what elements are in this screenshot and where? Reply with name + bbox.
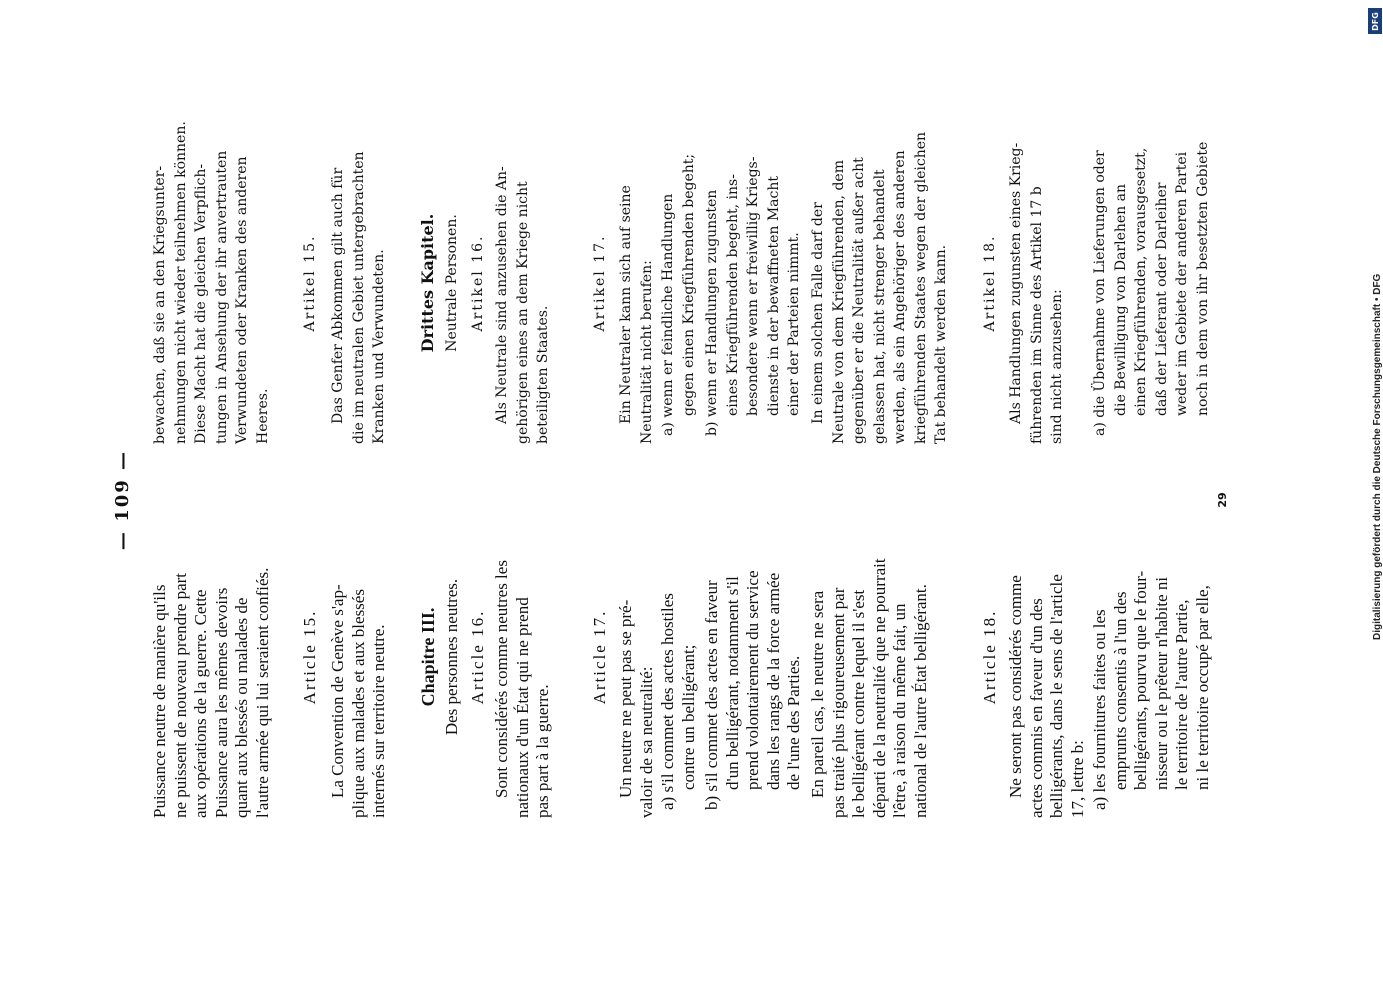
text-line: 17, lettre b: [1067, 740, 1087, 818]
text-line: d'un belligérant, notamment s'il [722, 576, 742, 790]
text-line: ne puissent de nouveau prendre part [170, 573, 190, 818]
fr-article-17-title: Article 17. [590, 609, 609, 705]
text-line: a) die Übernahme von Lieferungen oder [1092, 150, 1108, 436]
text-line: weder im Gebiete der anderen Partei [1174, 151, 1190, 416]
text-line: Neutralität nicht berufen: [638, 260, 655, 444]
text-line: prend volontairement du service [743, 570, 762, 790]
text-line: Ein Neutraler kann sich auf seine [618, 185, 634, 424]
text-line: die im neutralen Gebiet untergebrachten [350, 151, 367, 444]
text-line: Als Neutrale sind anzusehen die An- [494, 166, 510, 424]
text-line: dans les rangs de la force armée [763, 572, 783, 790]
text-line: a) s'il commet des actes hostiles [658, 593, 677, 810]
text-line: pas traité plus rigoureusement par [828, 587, 848, 818]
de-chapter-subtitle: Neutrale Personen. [444, 214, 460, 352]
text-line: gelassen hat, nicht strenger behandelt [871, 169, 888, 444]
text-line: Puissance neutre de manière qu'ils [150, 584, 169, 818]
text-line: pas part à la guerre. [533, 684, 552, 818]
fr-article-17-a [658, 496, 699, 818]
text-line: führenden im Sinne des Artikel 17 b [1028, 186, 1045, 444]
text-line: a) wenn er feindliche Handlungen [660, 193, 676, 436]
de-article-18-text [1006, 122, 1068, 444]
text-line: Sont considérés comme neutres les [492, 560, 511, 798]
text-line: valoir de sa neutralité: [636, 666, 656, 818]
text-line: gegen einen Kriegführenden begeht; [680, 153, 697, 416]
text-line: belligérants, pourvu que le four- [1131, 570, 1150, 790]
text-line: kriegführenden Staates wegen der gleichen [912, 131, 929, 444]
de-article-18-title: Artikel 18. [982, 234, 998, 332]
de-article-18-a [1090, 122, 1213, 444]
text-line: besondere wenn er freiwillig Kriegs- [745, 156, 761, 416]
fr-article-16-title: Article 16. [468, 609, 487, 705]
fr-chapter-subtitle: Des personnes neutres. [442, 578, 461, 736]
de-intro [150, 122, 273, 444]
text-line: die Bewilligung von Darlehen an [1112, 183, 1129, 416]
fr-article-15-text [328, 496, 390, 818]
text-line: b) s'il commet des actes en faveur [702, 580, 721, 810]
digitization-note: Digitalisierung gefördert durch die Deutsche Forschungsgemeinschaft • DFG [1372, 273, 1383, 640]
text-line: b) wenn er Handlungen zugunsten [704, 189, 720, 436]
text-line: Un neutre ne peut pas se pré- [616, 599, 635, 798]
text-line: einen Kriegführenden, vorausgesetzt, [1133, 147, 1149, 416]
text-line: einer der Parteien nimmt. [786, 232, 802, 416]
text-line: Das Genfer Abkommen gilt auch für [330, 167, 346, 424]
text-line: Als Handlungen zugunsten eines Krieg- [1008, 142, 1024, 424]
text-line: a) les fournitures faites ou les [1090, 609, 1109, 810]
text-line: La Convention de Genève s'ap- [328, 584, 347, 798]
text-line: eines Kriegführenden begeht, ins- [724, 174, 741, 416]
text-line: quant aux blessés ou malades de [232, 597, 251, 818]
de-chapter-title: Drittes Kapitel. [418, 213, 437, 353]
text-line: ni le territoire occupé par elle, [1192, 585, 1212, 790]
text-line: Neutrale von dem Kriegführenden, dem [830, 160, 847, 444]
text-line: de l'une des Parties. [784, 655, 803, 790]
de-article-17-para [808, 122, 952, 444]
text-line: l'être, à raison du même fait, un [890, 603, 909, 818]
fr-article-16-text [492, 496, 554, 818]
text-line: Heeres. [254, 388, 271, 444]
fr-intro [150, 496, 273, 818]
text-line: En pareil cas, le neutre ne sera [808, 590, 827, 798]
text-line: aux opérations de la guerre. Cette [191, 589, 210, 818]
text-line: gegenüber er die Neutralität außer acht [851, 157, 867, 444]
fr-article-18-a [1090, 496, 1213, 818]
text-line: noch in dem von ihr besetzten Gebiete [1194, 141, 1211, 416]
de-article-16-title: Artikel 16. [470, 234, 486, 332]
de-article-16-text [492, 122, 554, 444]
text-line: tungen in Ansehung der ihr anvertrauten [213, 150, 230, 444]
text-line: Tat behandelt werden kann. [933, 244, 949, 444]
text-line: le territoire de l'autre Partie, [1172, 599, 1191, 790]
fr-article-15-title: Article 15. [300, 609, 319, 705]
fr-article-18-text [1006, 496, 1088, 818]
fr-chapter-title: Chapitre III. [418, 607, 438, 707]
fr-article-17-b [702, 496, 805, 818]
text-line: Puissance aura les mêmes devoirs [211, 587, 231, 818]
text-line: contre un belligérant; [678, 644, 698, 790]
text-line: internés sur territoire neutre. [369, 624, 388, 818]
de-article-17-title: Artikel 17. [592, 234, 608, 332]
text-line: l'autre armée qui lui seraient confiés. [252, 567, 272, 818]
de-article-17-text [616, 122, 657, 444]
page-number: — 109 — [112, 449, 133, 551]
text-line: nisseur ou le prêteur n'habite ni [1151, 576, 1171, 790]
text-line: Kranken und Verwundeten. [371, 249, 387, 444]
text-line: gehörigen eines an dem Kriege nicht [514, 181, 531, 444]
text-line: national de l'autre État belligérant. [910, 584, 930, 818]
text-line: nationaux d'un État qui ne prend [512, 597, 532, 818]
de-article-17-b [702, 122, 805, 444]
text-line: actes commis en faveur d'un des [1026, 598, 1046, 818]
text-line: Diese Macht hat die gleichen Verpflich- [193, 163, 209, 444]
text-line: In einem solchen Falle darf der [810, 202, 826, 424]
de-article-15-title: Artikel 15. [302, 234, 318, 332]
text-line: emprunts consentis à l'un des [1110, 591, 1130, 790]
scan-footer-number: 29 [1216, 492, 1229, 508]
text-line: nehmungen nicht wieder teilnehmen können. [172, 121, 189, 444]
fr-article-17-para [808, 496, 931, 818]
text-line: le belligérant contre lequel il s'est [849, 589, 868, 818]
text-line: dienste in der bewaffneten Macht [765, 176, 782, 416]
text-line: Ne seront pas considérés comme [1006, 575, 1025, 798]
fr-article-18-title: Article 18. [980, 609, 999, 705]
text-line: beteiligten Staates. [535, 305, 551, 444]
de-article-17-a [658, 122, 699, 444]
de-article-15-text [328, 122, 390, 444]
text-line: plique aux malades et aux blessés [348, 589, 368, 818]
text-line: bewachen, daß sie an den Kriegsunter- [152, 165, 168, 444]
text-line: sind nicht anzusehen: [1049, 289, 1065, 444]
fr-article-17-text [616, 496, 657, 818]
text-line: daß der Lieferant oder Darleiher [1153, 182, 1170, 416]
text-line: Verwundeten oder Kranken des anderen [234, 156, 250, 444]
dfg-logo: DFG [1368, 8, 1382, 34]
text-line: départi de la neutralité que ne pourrait [869, 558, 889, 818]
text-line: belligérants, dans le sens de l'article [1047, 574, 1066, 818]
text-line: werden, als ein Angehöriger des anderen [892, 150, 908, 444]
